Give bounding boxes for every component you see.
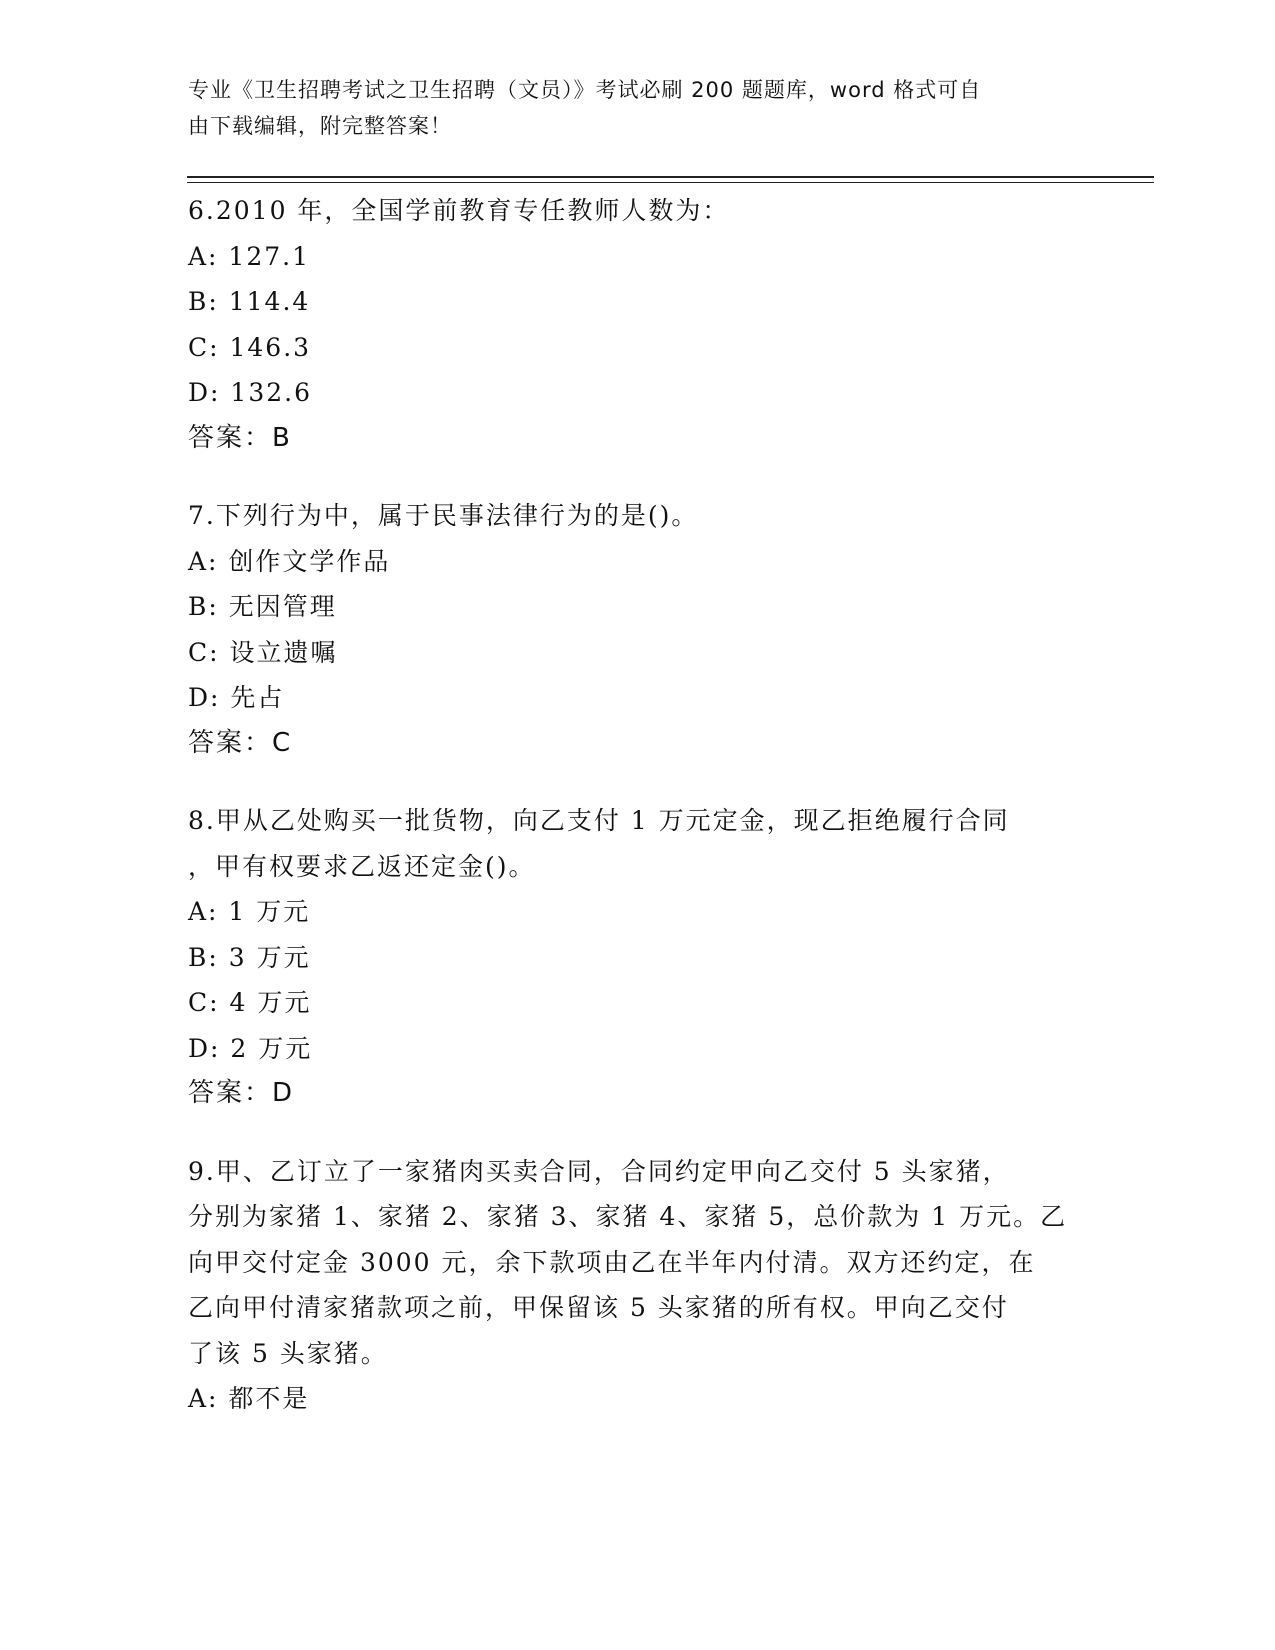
question-text-line: 向甲交付定金 3000 元，余下款项由乙在半年内付清。双方还约定，在 xyxy=(188,1247,1036,1277)
answer-option: B: 114.4 xyxy=(188,287,311,316)
question-text-line: 6.2010 年，全国学前教育专任教师人数为： xyxy=(188,196,730,225)
question-list xyxy=(188,188,1088,1454)
correct-answer: 答案：C xyxy=(188,727,293,758)
question-text-line: 9.甲、乙订立了一家猪肉买卖合同，合同约定甲向乙交付 5 头家猪， xyxy=(188,1156,1010,1186)
answer-option: A: 127.1 xyxy=(188,241,310,271)
answer-option: D: 132.6 xyxy=(188,378,312,407)
header-rule-thin xyxy=(187,182,1154,183)
header-rule-thick xyxy=(187,176,1154,178)
question-block xyxy=(188,798,1088,1117)
question-block xyxy=(188,188,1088,461)
answer-option: A: 1 万元 xyxy=(188,897,311,926)
question-block xyxy=(188,1149,1088,1422)
correct-answer: 答案：B xyxy=(188,422,292,453)
correct-answer: 答案：D xyxy=(188,1078,295,1108)
answer-option: D: 2 万元 xyxy=(188,1033,313,1063)
header-line-2: 由下载编辑，附完整答案！ xyxy=(188,114,452,138)
answer-option: B: 无因管理 xyxy=(188,592,337,621)
answer-option: C: 4 万元 xyxy=(188,988,312,1017)
document-header xyxy=(188,72,1068,144)
answer-option: B: 3 万元 xyxy=(188,942,311,972)
answer-option: A: 都不是 xyxy=(188,1384,310,1413)
header-line-1: 专业《卫生招聘考试之卫生招聘（文员）》考试必刷 200 题题库，word 格式可自 xyxy=(188,78,982,102)
answer-option: D: 先占 xyxy=(188,683,285,712)
answer-option: C: 设立遗嘱 xyxy=(188,637,338,667)
question-text-line: ，甲有权要求乙返还定金()。 xyxy=(188,851,536,881)
question-text-line: 分别为家猪 1、家猪 2、家猪 3、家猪 4、家猪 5，总价款为 1 万元。乙 xyxy=(188,1202,1068,1231)
question-text-line: 了该 5 头家猪。 xyxy=(188,1338,388,1368)
answer-option: C: 146.3 xyxy=(188,332,312,362)
question-block xyxy=(188,493,1088,766)
answer-option: A: 创作文学作品 xyxy=(188,546,391,576)
question-text-line: 乙向甲付清家猪款项之前，甲保留该 5 头家猪的所有权。甲向乙交付 xyxy=(188,1293,1009,1322)
question-text-line: 8.甲从乙处购买一批货物，向乙支付 1 万元定金，现乙拒绝履行合同 xyxy=(188,806,1010,835)
question-text-line: 7.下列行为中，属于民事法律行为的是()。 xyxy=(188,501,699,530)
